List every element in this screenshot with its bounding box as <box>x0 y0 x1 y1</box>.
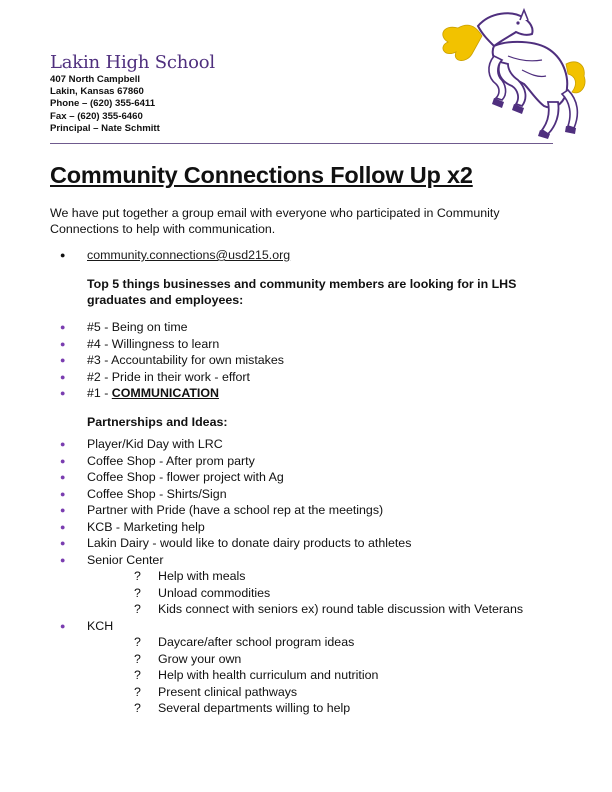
list-item <box>0 385 612 402</box>
question-marker-icon: ? <box>134 635 141 649</box>
bullet-icon: ● <box>60 355 66 365</box>
email-list <box>0 247 612 264</box>
bullet-icon: ● <box>60 388 66 398</box>
question-marker-icon: ? <box>134 602 141 616</box>
bullet-icon: ● <box>60 620 66 631</box>
header-divider <box>50 143 553 144</box>
intro-paragraph: We have put together a group email with everyone who participated in Community Connections to help with communication. <box>50 206 500 236</box>
list-item <box>0 319 612 336</box>
top5-list <box>0 319 612 402</box>
bullet-icon: ● <box>60 455 66 466</box>
phone-line: Phone – (620) 355-6411 <box>50 98 156 110</box>
list-item <box>0 486 612 503</box>
sub-item-text: Help with meals <box>158 569 246 583</box>
question-marker-icon: ? <box>134 684 141 699</box>
page-title: Community Connections Follow Up x2 <box>50 162 473 188</box>
bronco-horse-icon <box>438 6 588 140</box>
address-line-2: Lakin, Kansas 67860 <box>50 86 144 98</box>
principal-line: Principal – Nate Schmitt <box>50 122 160 134</box>
question-marker-icon: ? <box>134 651 141 666</box>
list-item <box>0 453 612 470</box>
list-item-text: Player/Kid Day with LRC <box>87 437 223 451</box>
list-item-text: KCH <box>87 618 114 633</box>
question-marker-icon: ? <box>134 585 141 600</box>
communication-emphasis: COMMUNICATION <box>111 386 219 400</box>
question-marker-icon: ? <box>134 668 141 682</box>
sub-item-text: Unload commodities <box>158 585 271 600</box>
sub-item-text: Help with health curriculum and nutrition <box>158 668 379 682</box>
list-item-kch <box>0 618 612 635</box>
sub-list-item <box>0 568 612 585</box>
list-item-text: #5 - Being on time <box>87 320 188 334</box>
list-item <box>0 352 612 369</box>
bullet-icon: ● <box>60 472 66 482</box>
sub-item-text: Several departments willing to help <box>158 701 351 715</box>
bullet-icon: ● <box>60 322 66 332</box>
list-item-senior-center <box>0 552 612 569</box>
list-item <box>0 502 612 519</box>
list-item-text: Partner with Pride (have a school rep at the meetings) <box>87 503 384 517</box>
list-item-text: KCB - Marketing help <box>87 519 205 534</box>
bullet-icon: ● <box>60 488 66 499</box>
bullet-icon: ● <box>60 439 66 449</box>
list-item-text: Coffee Shop - After prom party <box>87 453 255 468</box>
list-item <box>0 336 612 353</box>
sub-item-text: Kids connect with seniors ex) round table discussion with Veterans <box>158 602 524 616</box>
list-item-text: Senior Center <box>87 552 164 567</box>
bullet-icon: ● <box>60 371 66 382</box>
sub-item-text: Grow your own <box>158 651 242 666</box>
sub-list-item <box>0 667 612 684</box>
bullet-icon: ● <box>60 554 66 565</box>
list-item <box>0 519 612 536</box>
question-marker-icon: ? <box>134 569 141 583</box>
list-item-text: #3 - Accountability for own mistakes <box>87 353 284 367</box>
fax-line: Fax – (620) 355-6460 <box>50 110 143 122</box>
sub-list-item <box>0 700 612 717</box>
bullet-icon: ● <box>60 338 66 349</box>
bullet-icon: ● <box>60 505 66 515</box>
list-item <box>0 247 612 264</box>
list-item-text <box>87 385 219 402</box>
sub-list-item <box>0 651 612 668</box>
sub-item-text: Present clinical pathways <box>158 684 298 699</box>
list-item-text: Lakin Dairy - would like to donate dairy products to athletes <box>87 536 412 550</box>
top1-prefix: #1 - <box>87 386 112 400</box>
question-marker-icon: ? <box>134 701 141 715</box>
sub-list-item <box>0 601 612 618</box>
bullet-icon: ● <box>60 538 66 548</box>
partnerships-list <box>0 436 612 717</box>
list-item-text: #4 - Willingness to learn <box>87 336 220 351</box>
top5-heading: Top 5 things businesses and community members are looking for in LHS graduates and employees: <box>87 277 517 307</box>
school-name: Lakin High School <box>50 52 215 73</box>
bullet-icon: ● <box>60 250 66 260</box>
partnerships-heading: Partnerships and Ideas: <box>87 415 228 429</box>
list-item <box>0 436 612 453</box>
list-item-text: #2 - Pride in their work - effort <box>87 369 250 384</box>
list-item-text: Coffee Shop - Shirts/Sign <box>87 486 227 501</box>
community-email-link[interactable]: community.connections@usd215.org <box>87 248 291 262</box>
sub-list-item <box>0 634 612 651</box>
sub-item-text: Daycare/after school program ideas <box>158 635 355 649</box>
list-item <box>0 369 612 386</box>
bullet-icon: ● <box>60 521 66 532</box>
school-contact-info <box>50 74 160 135</box>
sub-list-item <box>0 585 612 602</box>
sub-list-item <box>0 684 612 701</box>
address-line-1: 407 North Campbell <box>50 74 141 85</box>
list-item <box>0 469 612 486</box>
list-item-text: Coffee Shop - flower project with Ag <box>87 470 284 484</box>
list-item <box>0 535 612 552</box>
